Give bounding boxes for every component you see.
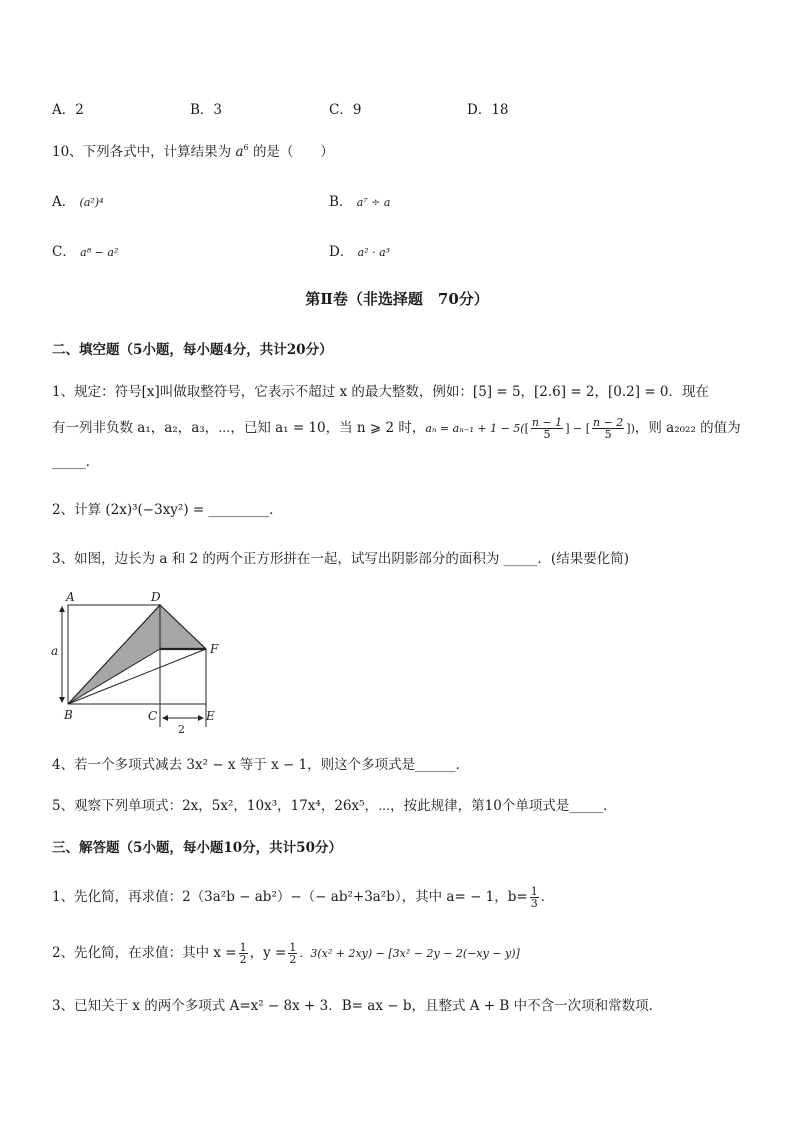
q10-stem <box>52 142 334 162</box>
part2-title: 第Ⅱ卷（非选择题 70分） <box>305 290 489 308</box>
fill-q1-frac1-num: n − 1 <box>531 416 563 429</box>
vertex-d-label: D <box>151 590 161 604</box>
vertex-a-label: A <box>66 590 75 604</box>
q10-option-b-label: B． <box>329 194 353 210</box>
q10-stem-var: a <box>235 144 244 160</box>
solve-q2-y-num: 1 <box>289 941 297 954</box>
q10-option-d-expr: a² · a³ <box>357 246 391 259</box>
q10-option-a-label: A． <box>52 194 76 210</box>
q9-option-c: C．9 <box>329 102 362 118</box>
fill-q1-line2-b: ，则 a₂₀₂₂ 的值为 <box>634 420 741 436</box>
fill-q4: 4、若一个多项式减去 3x² − x 等于 x − 1，则这个多项式是______． <box>52 757 470 773</box>
side-2-label: 2 <box>178 723 185 736</box>
side-a-label: a <box>51 644 59 658</box>
vertex-e-label: E <box>206 709 215 723</box>
vertex-b-label: B <box>64 708 73 722</box>
arrowhead-left <box>162 715 168 721</box>
vertex-f-label: F <box>210 642 219 656</box>
q10-option-a-expr: (a²)⁴ <box>79 196 104 209</box>
solve-q2-x-num: 1 <box>239 941 247 954</box>
fill-q1-line2-a: 有一列非负数 a₁，a₂，a₃，⋯，已知 a₁ = 10，当 n ⩾ 2 时， <box>52 420 426 436</box>
fill-q1-frac2-den: 5 <box>604 428 612 441</box>
solve-q1 <box>52 882 554 912</box>
q10-stem-exp: 6 <box>243 143 249 152</box>
q10-stem-pre: 10、下列各式中，计算结果为 <box>52 144 232 160</box>
solve-q2-y-den: 2 <box>289 953 297 966</box>
solve-q1-frac-num: 1 <box>530 885 538 898</box>
fill-q1-line2: 有一列非负数 a₁，a₂，a₃，⋯，已知 a₁ = 10，当 n ⩾ 2 时，aₙ = aₙ₋₁ + 1 − 5([ $\frac{n - 1}{5}$ ] − [ $\frac{n - 2}{5}$ ])，则 a₂₀₂₂ 的值为 <box>52 416 741 441</box>
fill-q1-line1: 1、规定：符号[x]叫做取整符号，它表示不超过 x 的最大整数，例如：[5] = 5，[2.6] = 2，[0.2] = 0．现在 <box>52 384 710 400</box>
vertex-c-label: C <box>148 709 158 723</box>
solve-q2-x-den: 2 <box>239 953 247 966</box>
q10-option-c <box>52 242 118 263</box>
solve-q2-expr: ．3(x² + 2xy) − [3x² − 2y − 2(−xy − y)] <box>299 947 520 960</box>
q9-option-a: A．2 <box>52 102 84 118</box>
section3-heading: 三、解答题（5小题，每小题10分，共计50分） <box>52 840 342 856</box>
solve-q2 <box>52 938 520 969</box>
fill-q1-formula: aₙ = aₙ₋₁ + 1 − 5( <box>425 422 525 435</box>
solve-q1-frac-den: 3 <box>530 897 538 910</box>
q10-option-a <box>52 192 104 213</box>
fill-q3: 3、如图，边长为 a 和 2 的两个正方形拼在一起，试写出阴影部分的面积为 _____．(结果要化简) <box>52 551 629 567</box>
arrowhead-bottom <box>59 697 65 703</box>
fill-q2: 2、计算 (2x)³(−3xy²) = _________． <box>52 502 283 518</box>
q10-option-d <box>329 242 390 263</box>
q10-stem-post: 的是（ ） <box>252 144 334 160</box>
q9-option-b: B．3 <box>190 102 223 118</box>
section2-heading: 二、填空题（5小题，每小题4分，共计20分） <box>52 342 333 358</box>
q10-option-b <box>329 192 390 213</box>
q10-option-b-expr: a⁷ ÷ a <box>356 196 391 209</box>
arrowhead-right <box>198 715 204 721</box>
small-square <box>160 649 206 704</box>
q10-option-c-label: C． <box>52 244 76 260</box>
squares-figure <box>48 587 228 737</box>
solve-q1-post: ． <box>540 889 555 905</box>
solve-q2-pre: 2、先化简，在求值：其中 x = <box>52 945 237 961</box>
arrowhead-top <box>59 606 65 612</box>
solve-q2-mid: ，y = <box>249 945 287 961</box>
q10-option-d-label: D． <box>329 244 354 260</box>
fill-q1-blank: _____． <box>52 454 100 470</box>
fill-q1-frac2-num: n − 2 <box>592 416 624 429</box>
fill-q1-frac1-den: 5 <box>543 428 551 441</box>
q10-option-c-expr: a⁸ − a² <box>80 246 119 259</box>
fill-q5: 5、观察下列单项式：2x，5x²，10x³，17x⁴，26x⁵，⋯，按此规律，第10个单项式是_____． <box>52 798 617 814</box>
solve-q1-pre: 1、先化简，再求值：2（3a²b − ab²）−（− ab²+3a²b），其中 a= − 1，b= <box>52 889 528 905</box>
q9-option-d: D．18 <box>467 102 509 118</box>
solve-q3: 3、已知关于 x 的两个多项式 A=x² − 8x + 3．B= ax − b，且整式 A + B 中不含一次项和常数项． <box>52 998 663 1014</box>
